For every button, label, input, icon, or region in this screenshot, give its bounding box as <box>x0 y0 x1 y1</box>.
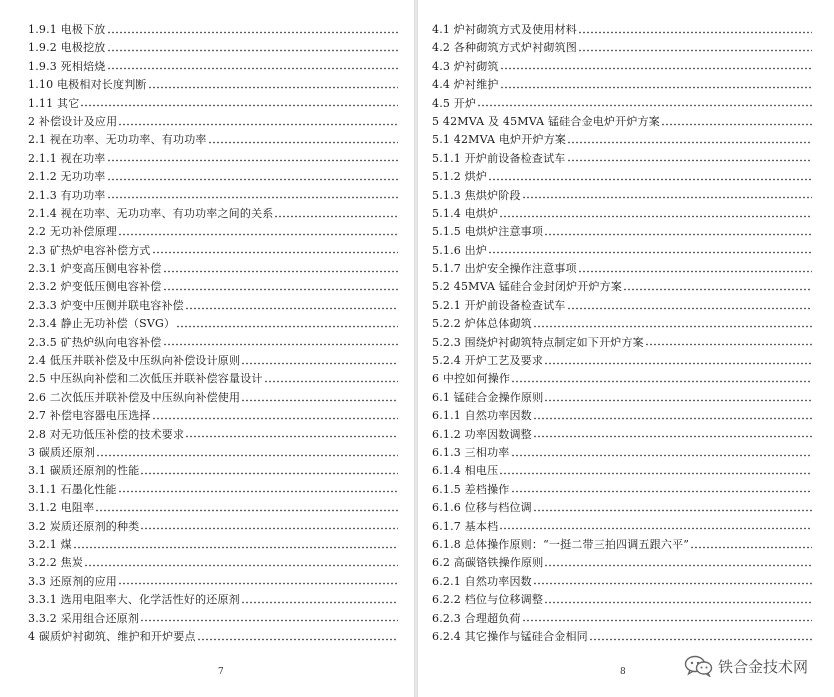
dot-leader <box>499 521 812 532</box>
toc-entry <box>28 370 398 388</box>
dot-leader <box>197 632 398 643</box>
toc-entry <box>432 389 812 407</box>
toc-entry-title: 2.2 无功补偿原理 <box>28 225 117 239</box>
toc-entry-title: 2.1 视在功率、无功功率、有功功率 <box>28 133 207 147</box>
dot-leader <box>140 613 398 624</box>
toc-entry <box>432 536 812 554</box>
toc-entry <box>432 444 812 462</box>
dot-leader <box>107 190 399 201</box>
dot-leader <box>544 595 812 606</box>
toc-entry-title: 1.9.2 电极挖放 <box>28 41 106 55</box>
toc-entry <box>432 21 812 39</box>
toc-entry-title: 3.3.2 采用组合还原剂 <box>28 611 140 625</box>
page-number-right: 8 <box>620 667 626 677</box>
dot-leader <box>163 337 399 348</box>
dot-leader <box>95 503 398 514</box>
toc-entry <box>432 481 812 499</box>
toc-entry-title: 3.2 炭质还原剂的种类 <box>28 519 140 533</box>
toc-entry <box>28 591 398 609</box>
toc-entry-title: 5.2.3 围绕炉衬砌筑特点制定如下开炉方案 <box>432 335 644 349</box>
toc-entry <box>28 573 398 591</box>
toc-entry-title: 2.5 中压纵向补偿和二次低压并联补偿容量设计 <box>28 372 263 386</box>
dot-leader <box>488 172 812 183</box>
toc-entry <box>432 628 812 646</box>
dot-leader <box>533 503 812 514</box>
toc-entry <box>28 223 398 241</box>
toc-entry-title: 1.9.3 死相焙烧 <box>28 59 106 73</box>
toc-entry <box>28 554 398 572</box>
toc-entry <box>432 76 812 94</box>
toc-entry <box>28 260 398 278</box>
toc-entry-title: 6.1.8 总体操作原则：“一挺二带三拍四调五跟六平” <box>432 537 690 551</box>
dot-leader <box>274 209 398 220</box>
dot-leader <box>140 521 398 532</box>
dot-leader <box>499 466 812 477</box>
toc-entry-title: 2.3.5 矿热炉纵向电容补偿 <box>28 335 162 349</box>
dot-leader <box>544 227 812 238</box>
toc-entry-title: 4.2 各种砌筑方式炉衬砌筑图 <box>432 41 577 55</box>
dot-leader <box>107 25 399 36</box>
toc-entry <box>28 444 398 462</box>
dot-leader <box>567 301 813 312</box>
dot-leader <box>264 374 398 385</box>
toc-entry-title: 5.2 45MVA 锰硅合金封闭炉开炉方案 <box>432 280 623 294</box>
dot-leader <box>118 576 398 587</box>
toc-entry <box>432 58 812 76</box>
toc-entry-title: 5.1.4 电烘炉 <box>432 206 499 220</box>
dot-leader <box>107 61 399 72</box>
dot-leader <box>511 484 813 495</box>
toc-entry <box>432 39 812 57</box>
toc-entry-title: 5.1 42MVA 电炉开炉方案 <box>432 133 567 147</box>
toc-entry-title: 1.9.1 电极下放 <box>28 23 106 36</box>
dot-leader <box>567 153 813 164</box>
right-page <box>418 0 834 697</box>
toc-entry <box>432 223 812 241</box>
toc-entry <box>28 389 398 407</box>
toc-entry <box>432 352 812 370</box>
toc-entry <box>432 462 812 480</box>
dot-leader <box>118 227 398 238</box>
dot-leader <box>107 153 399 164</box>
toc-entry <box>432 187 812 205</box>
dot-leader <box>533 411 812 422</box>
toc-entry-title: 5.1.3 焦烘炉阶段 <box>432 188 521 202</box>
toc-entry-title: 6.1.3 三相功率 <box>432 445 510 459</box>
toc-entry <box>28 95 398 113</box>
toc-entry-title: 5.2.1 开炉前设备检查试车 <box>432 298 566 312</box>
toc-entry-title: 6.1.2 功率因数调整 <box>432 427 532 441</box>
toc-entry-title: 6 中控如何操作 <box>432 372 511 386</box>
toc-entry-title: 6.1.6 位移与档位调 <box>432 501 532 515</box>
toc-entry <box>432 610 812 628</box>
dot-leader <box>578 264 812 275</box>
dot-leader <box>73 540 398 551</box>
toc-entry <box>432 242 812 260</box>
toc-entry <box>432 573 812 591</box>
dot-leader <box>544 356 812 367</box>
toc-entry <box>28 481 398 499</box>
dot-leader <box>152 411 398 422</box>
toc-entry-title: 3.1.1 石墨化性能 <box>28 482 117 496</box>
toc-entry <box>28 499 398 517</box>
toc-entry <box>432 426 812 444</box>
dot-leader <box>499 209 812 220</box>
toc-entry <box>28 58 398 76</box>
toc-entry-title: 6.2.3 合理超负荷 <box>432 611 521 625</box>
toc-entry-title: 2.1.4 视在功率、无功功率、有功功率之间的关系 <box>28 206 274 220</box>
dot-leader <box>544 393 812 404</box>
toc-entry-title: 5.1.6 出炉 <box>432 243 488 257</box>
toc-entry-title: 2.6 二次低压并联补偿及中压纵向补偿使用 <box>28 390 241 404</box>
toc-entry <box>28 21 398 39</box>
toc-entry <box>432 113 812 131</box>
toc-entry <box>28 610 398 628</box>
toc-entry-title: 2.4 低压并联补偿及中压纵向补偿设计原则 <box>28 354 241 368</box>
toc-entry <box>28 39 398 57</box>
toc-entry <box>28 168 398 186</box>
toc-entry-title: 6.1.4 相电压 <box>432 464 499 478</box>
toc-entry <box>28 113 398 131</box>
toc-entry <box>432 205 812 223</box>
table-of-contents-left <box>28 21 398 646</box>
dot-leader <box>152 245 398 256</box>
toc-entry-title: 3.3.1 选用电阻率大、化学活性好的还原剂 <box>28 593 240 607</box>
toc-entry <box>432 334 812 352</box>
dot-leader <box>185 301 398 312</box>
dot-leader <box>118 117 398 128</box>
toc-entry <box>28 315 398 333</box>
dot-leader <box>107 172 399 183</box>
wechat-icon <box>684 655 714 677</box>
watermark <box>684 655 808 677</box>
toc-entry-title: 6.1.7 基本档 <box>432 519 499 533</box>
toc-entry-title: 5.1.1 开炉前设备检查试车 <box>432 151 566 165</box>
toc-entry-title: 3.2.2 焦炭 <box>28 556 84 570</box>
toc-entry <box>28 536 398 554</box>
toc-entry-title: 2.3.4 静止无功补偿（SVG） <box>28 317 176 331</box>
toc-entry-title: 2.1.3 有功功率 <box>28 188 106 202</box>
toc-entry-title: 2.3.1 炉变高压侧电容补偿 <box>28 262 162 276</box>
dot-leader <box>84 558 398 569</box>
toc-entry <box>28 407 398 425</box>
toc-entry <box>432 518 812 536</box>
toc-entry-title: 2.7 补偿电容器电压选择 <box>28 409 151 423</box>
dot-leader <box>107 43 399 54</box>
toc-entry <box>28 205 398 223</box>
toc-entry-title: 3.3 还原剂的应用 <box>28 574 117 588</box>
dot-leader <box>623 282 812 293</box>
toc-entry <box>432 554 812 572</box>
toc-entry-title: 6.1 锰硅合金操作原则 <box>432 390 544 404</box>
watermark-text: 铁合金技术网 <box>717 657 808 676</box>
toc-entry <box>432 591 812 609</box>
dot-leader <box>589 632 812 643</box>
dot-leader <box>148 80 398 91</box>
table-of-contents-right <box>432 21 812 646</box>
toc-entry <box>28 628 398 646</box>
toc-entry <box>28 76 398 94</box>
dot-leader <box>645 337 812 348</box>
toc-entry-title: 3.1.2 电阻率 <box>28 501 95 515</box>
toc-entry <box>432 407 812 425</box>
toc-entry-title: 5.1.7 出炉安全操作注意事项 <box>432 262 577 276</box>
toc-entry-title: 4.5 开炉 <box>432 96 477 110</box>
toc-entry-title: 2.1.2 无功功率 <box>28 170 106 184</box>
dot-leader <box>140 466 398 477</box>
dot-leader <box>477 98 812 109</box>
toc-entry-title: 6.1.5 差档操作 <box>432 482 510 496</box>
dot-leader <box>80 98 398 109</box>
dot-leader <box>511 374 812 385</box>
toc-entry-title: 5.1.2 烘炉 <box>432 170 488 184</box>
dot-leader <box>208 135 398 146</box>
left-page <box>0 0 414 697</box>
toc-entry <box>28 462 398 480</box>
dot-leader <box>500 61 812 72</box>
toc-entry-title: 3.2.1 煤 <box>28 537 72 551</box>
dot-leader <box>488 245 812 256</box>
toc-entry <box>28 242 398 260</box>
toc-entry-title: 6.2 高碳铬铁操作原则 <box>432 556 544 570</box>
dot-leader <box>522 613 812 624</box>
dot-leader <box>567 135 812 146</box>
toc-entry <box>432 260 812 278</box>
toc-entry <box>432 370 812 388</box>
dot-leader <box>578 25 812 36</box>
toc-entry-title: 3.1 碳质还原剂的性能 <box>28 464 140 478</box>
dot-leader <box>690 540 812 551</box>
toc-entry <box>28 150 398 168</box>
dot-leader <box>176 319 398 330</box>
dot-leader <box>163 282 399 293</box>
toc-entry-title: 2.3.3 炉变中压侧并联电容补偿 <box>28 298 184 312</box>
toc-entry <box>432 297 812 315</box>
toc-entry-title: 5.1.5 电烘炉注意事项 <box>432 225 544 239</box>
toc-entry-title: 2.1.1 视在功率 <box>28 151 106 165</box>
dot-leader <box>578 43 812 54</box>
toc-entry <box>28 352 398 370</box>
dot-leader <box>185 429 398 440</box>
toc-entry-title: 4.3 炉衬砌筑 <box>432 59 499 73</box>
toc-entry <box>432 315 812 333</box>
toc-entry-title: 3 碳质还原剂 <box>28 445 95 459</box>
toc-entry <box>28 278 398 296</box>
dot-leader <box>163 264 399 275</box>
dot-leader <box>533 429 812 440</box>
toc-entry-title: 5.2.2 炉体总体砌筑 <box>432 317 532 331</box>
toc-entry-title: 5.2.4 开炉工艺及要求 <box>432 354 544 368</box>
toc-entry <box>432 95 812 113</box>
toc-entry-title: 6.1.1 自然功率因数 <box>432 409 532 423</box>
toc-entry <box>432 278 812 296</box>
toc-entry <box>432 168 812 186</box>
toc-entry-title: 6.2.2 档位与位移调整 <box>432 593 544 607</box>
toc-entry-title: 2.8 对无功低压补偿的技术要求 <box>28 427 185 441</box>
toc-entry-title: 2.3.2 炉变低压侧电容补偿 <box>28 280 162 294</box>
dot-leader <box>544 558 812 569</box>
toc-entry <box>432 150 812 168</box>
toc-entry-title: 6.2.4 其它操作与锰硅合金相同 <box>432 629 588 643</box>
dot-leader <box>533 576 812 587</box>
toc-entry <box>432 131 812 149</box>
toc-entry <box>28 187 398 205</box>
toc-entry <box>28 426 398 444</box>
toc-entry <box>28 518 398 536</box>
dot-leader <box>118 484 398 495</box>
toc-entry <box>432 499 812 517</box>
dot-leader <box>533 319 812 330</box>
toc-entry-title: 1.10 电极相对长度判断 <box>28 78 147 92</box>
dot-leader <box>241 356 398 367</box>
toc-entry <box>28 131 398 149</box>
dot-leader <box>511 448 813 459</box>
toc-entry <box>28 334 398 352</box>
dot-leader <box>241 393 398 404</box>
toc-entry-title: 6.2.1 自然功率因数 <box>432 574 532 588</box>
toc-entry-title: 4 碳质炉衬砌筑、维护和开炉要点 <box>28 629 196 643</box>
toc-entry-title: 4.4 炉衬维护 <box>432 78 499 92</box>
toc-entry-title: 4.1 炉衬砌筑方式及使用材料 <box>432 23 577 36</box>
toc-entry-title: 5 42MVA 及 45MVA 锰硅合金电炉开炉方案 <box>432 114 660 128</box>
dot-leader <box>96 448 398 459</box>
toc-entry-title: 2 补偿设计及应用 <box>28 114 118 128</box>
toc-entry-title: 1.11 其它 <box>28 96 80 110</box>
dot-leader <box>241 595 398 606</box>
page-number-left: 7 <box>218 667 224 677</box>
dot-leader <box>661 117 812 128</box>
dot-leader <box>500 80 812 91</box>
dot-leader <box>522 190 812 201</box>
toc-entry-title: 2.3 矿热炉电容补偿方式 <box>28 243 151 257</box>
toc-entry <box>28 297 398 315</box>
